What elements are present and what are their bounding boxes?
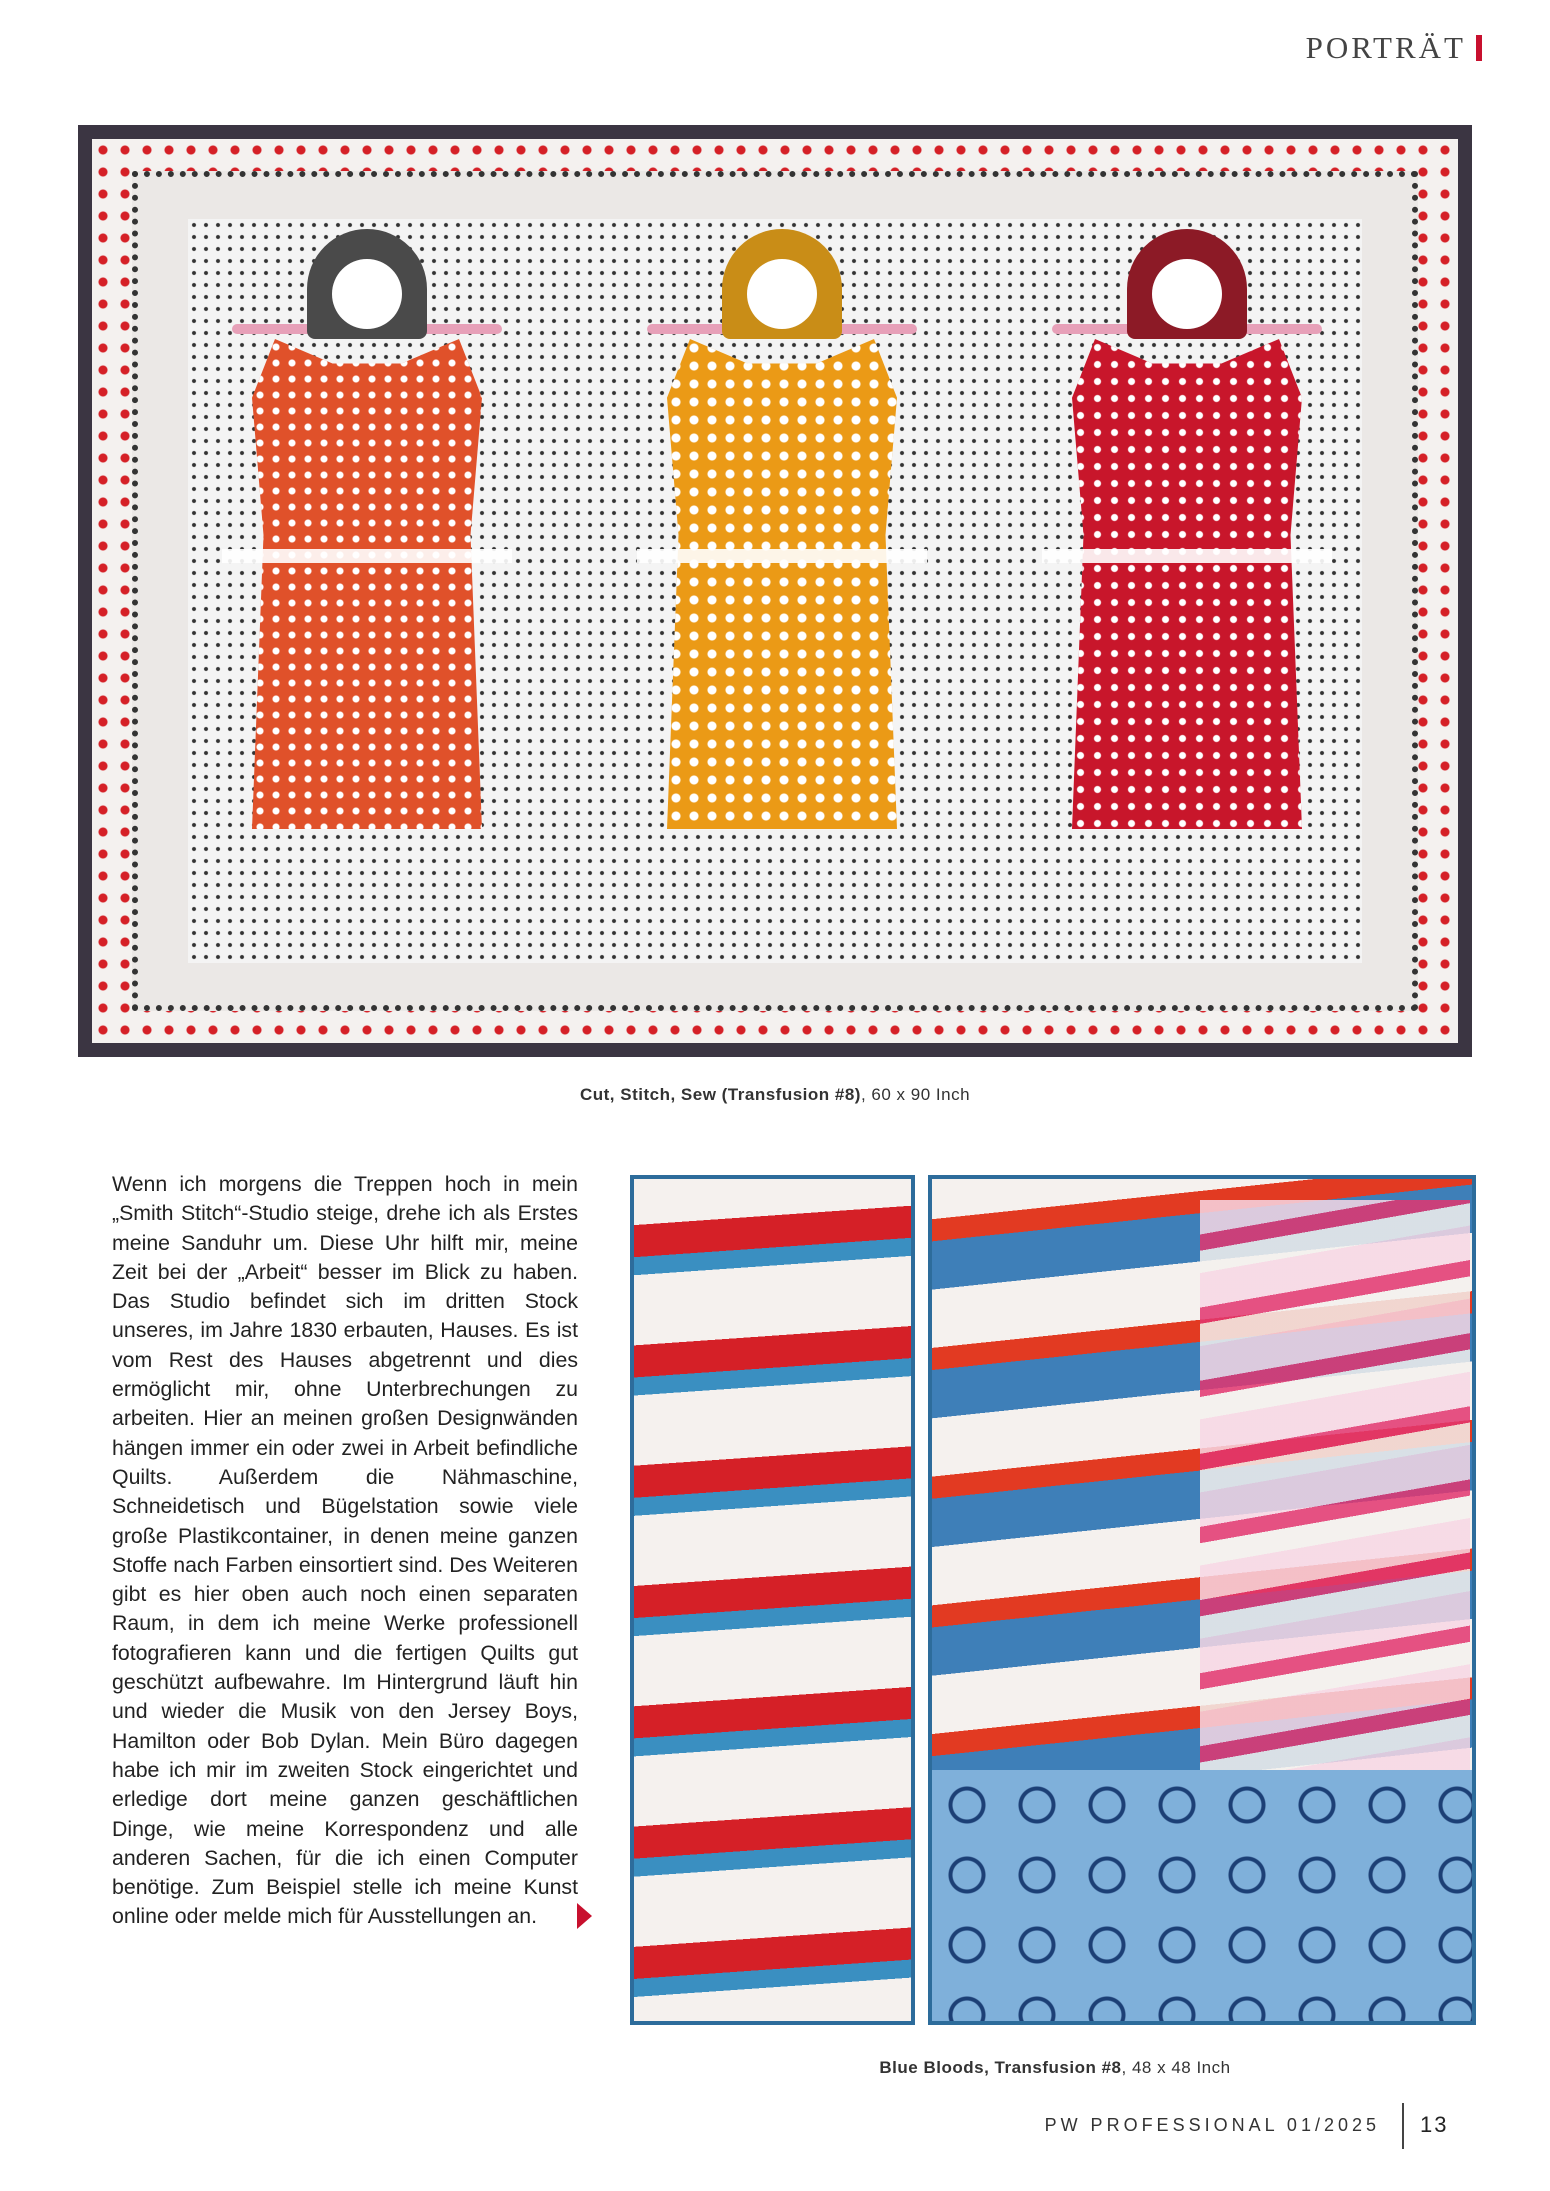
dress-face-bird-icon	[332, 259, 402, 329]
page-number: 13	[1420, 2112, 1449, 2137]
footer-magazine-name: PW PROFESSIONAL 01/2025	[1044, 2115, 1380, 2135]
quilt-blue-circles-section	[928, 1770, 1476, 2025]
quilt-dress-orange	[222, 229, 512, 829]
caption-top	[78, 1085, 1472, 1105]
dress-body	[1072, 339, 1302, 829]
dress-body	[252, 339, 482, 829]
dress-body	[667, 339, 897, 829]
quilt-photo-blue-bloods-left-panel	[630, 1175, 915, 2025]
section-label-bar	[1476, 35, 1482, 61]
continue-arrow-icon	[577, 1903, 592, 1929]
caption-top-dims: , 60 x 90 Inch	[860, 1085, 971, 1104]
section-label-text: PORTRÄT	[1305, 30, 1466, 65]
dress-face-bird-icon	[1152, 259, 1222, 329]
article-body: Wenn ich morgens die Treppen hoch in mein „Smith Stitch“-Studio steige, drehe ich als Erstes meine Sanduhr um. Diese Uhr hilft mir, meine Zeit bei der „Arbeit“ besser im Blick zu haben. Das Studio befindet sich im dritten Stock unseres, im Jahre 1830 erbauten, Hauses. Es ist vom Rest des Hauses abgetrennt und dies ermöglicht mir, ohne Unterbrechungen zu arbeiten. Hier an meinen großen Designwänden hängen immer ein oder zwei in Arbeit befindliche Quilts. Außerdem die Nähmaschine, Schneidetisch und Bügelstation sowie viele große Plastikcontainer, in denen meine ganzen Stoffe nach Farben einsortiert sind. Des Weiteren gibt es hier oben auch noch einen separaten Raum, in dem ich meine Werke professionell fotografieren kann und die fertigen Quilts gut geschützt aufbewahre. Im Hintergrund läuft hin und wieder die Musik von den Jersey Boys, Hamilton oder Bob Dylan. Mein Büro dagegen habe ich mir im zweiten Stock eingerichtet und erledige dort meine ganzen geschäftlichen Dinge, wie meine Korrespondenz und alle anderen Sachen, für die ich einen Computer benötige. Zum Beispiel stelle ich meine Kunst online oder melde mich für Ausstellungen an.	[112, 1172, 578, 1929]
caption-bottom-dims: , 48 x 48 Inch	[1121, 2058, 1231, 2077]
caption-top-title: Cut, Stitch, Sew (Transfusion #8)	[579, 1085, 861, 1104]
quilt-photo-cut-stitch-sew	[78, 125, 1472, 1057]
dress-belt	[1042, 549, 1332, 563]
dress-belt	[637, 549, 927, 563]
dress-belt	[222, 549, 512, 563]
quilt-dress-yellow	[637, 229, 927, 829]
section-label	[1306, 30, 1482, 66]
dress-face-bird-icon	[747, 259, 817, 329]
footer-divider	[1402, 2103, 1404, 2149]
quilt-dress-red	[1042, 229, 1332, 829]
caption-bottom-title: Blue Bloods, Transfusion #8	[879, 2058, 1122, 2077]
quilt-pink-section	[1200, 1200, 1470, 1770]
caption-bottom	[630, 2058, 1480, 2078]
